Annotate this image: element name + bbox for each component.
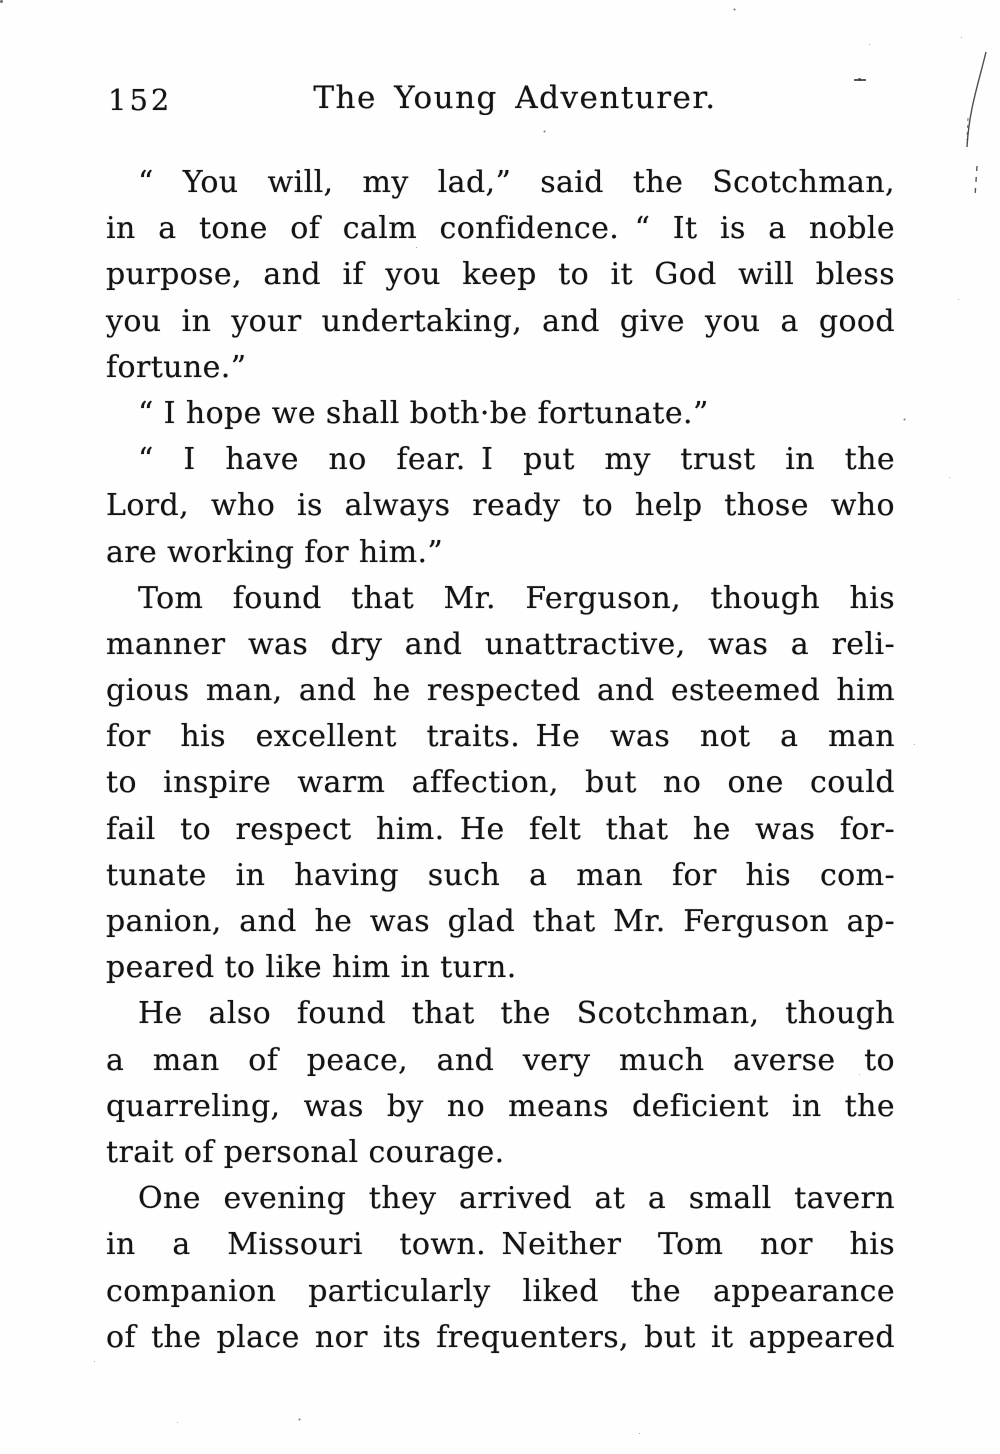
text-line: peared to like him in turn. <box>106 950 517 986</box>
text-line: panion, and he was glad that Mr. Ferguson ap- <box>106 904 895 939</box>
text-line: He also found that the Scotchman, though <box>138 996 895 1032</box>
text-line: purpose, and if you keep to it God will bless <box>106 257 895 293</box>
text-line: gious man, and he respected and esteemed him <box>106 673 895 709</box>
page-header <box>106 80 896 120</box>
text-line: a man of peace, and very much averse to <box>106 1042 895 1078</box>
text-body <box>106 160 895 1361</box>
text-line: of the place nor its frequenters, but it appeared <box>106 1319 895 1355</box>
text-line: in a tone of calm confidence. “ It is a noble <box>106 211 895 247</box>
text-line: “ I have no fear. I put my trust in the <box>138 442 895 478</box>
text-line: to inspire warm affection, but no one could <box>106 765 895 801</box>
paragraph <box>106 160 895 391</box>
paragraph <box>106 391 895 437</box>
text-line: in a Missouri town. Neither Tom nor his <box>106 1227 895 1263</box>
text-line: you in your undertaking, and give you a good <box>106 303 895 339</box>
paragraph <box>106 576 895 992</box>
paragraph <box>106 991 895 1176</box>
text-line: fail to respect him. He felt that he was for- <box>106 811 895 847</box>
scan-speck-field <box>0 0 3 3</box>
text-line: “ I hope we shall both·be fortunate.” <box>138 395 709 431</box>
paragraph <box>106 1176 895 1361</box>
page-number: 152 <box>108 83 173 117</box>
text-line: quarreling, was by no means deficient in the <box>106 1088 895 1124</box>
text-line: Lord, who is always ready to help those who <box>106 488 895 524</box>
paragraph <box>106 437 895 576</box>
text-line: tunate in having such a man for his com- <box>106 857 895 893</box>
text-line: One evening they arrived at a small tavern <box>138 1181 895 1217</box>
text-line: manner was dry and unattractive, was a reli- <box>106 626 895 662</box>
text-line: for his excellent traits. He was not a man <box>106 719 895 755</box>
text-line: “ You will, my lad,” said the Scotchman, <box>138 165 895 200</box>
scan-dash-mark <box>854 79 866 81</box>
running-title: The Young Adventurer. <box>313 80 717 116</box>
text-line: Tom found that Mr. Ferguson, though his <box>138 580 895 616</box>
text-line: are working for him.” <box>106 534 444 570</box>
text-line: companion particularly liked the appearance <box>106 1273 895 1309</box>
text-line: trait of personal courage. <box>106 1134 505 1170</box>
text-line: fortune.” <box>106 349 247 385</box>
